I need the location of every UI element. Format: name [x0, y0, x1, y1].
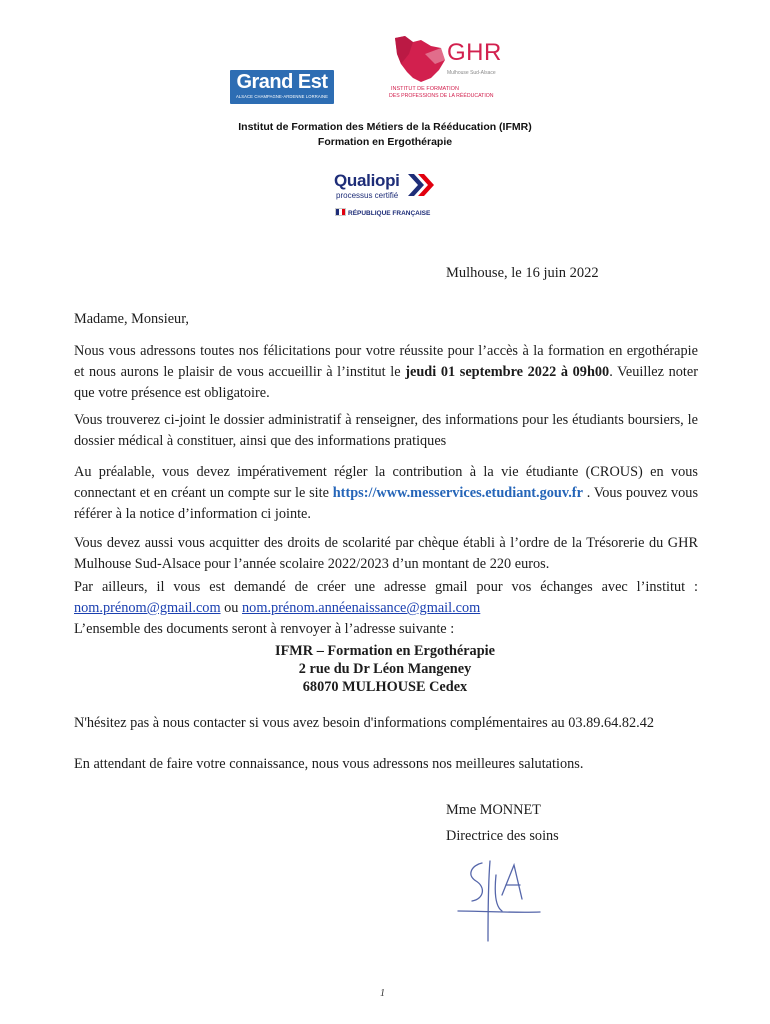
paragraph-return-address: L’ensemble des documents seront à renvoyer à l’adresse suivante :	[74, 621, 455, 637]
grand-est-logo	[230, 70, 334, 104]
ghr-map-icon	[391, 34, 447, 84]
paragraph-crous-end: . Vous pouvez vous référer à la notice d’information ci jointe.	[74, 485, 699, 522]
address-line-3: 68070 MULHOUSE Cedex	[302, 679, 468, 695]
signatory-name: Mme MONNET	[446, 802, 541, 818]
qualiopi-logo-name: Qualiopi	[334, 171, 400, 190]
paragraph-crous	[74, 462, 698, 525]
address-line-2: 2 rue du Dr Léon Mangeney	[298, 661, 472, 677]
paragraph-documents: Vous trouverez ci-joint le dossier administratif à renseigner, des informations pour les étudiants boursiers, le dossier médical à constituer, ainsi que des informations pratiques	[74, 412, 698, 449]
ghr-institute-line2: DES PROFESSIONS DE LA RÉÉDUCATION	[389, 93, 494, 99]
paragraph-contact: N'hésitez pas à nous contacter si vous avez besoin d'informations complémentaires au 03.89.64.82.42	[74, 715, 655, 731]
salutation: Madame, Monsieur,	[74, 311, 189, 327]
republique-francaise	[335, 208, 430, 217]
mailing-address	[0, 642, 770, 696]
place-date: Mulhouse, le 16 juin 2022	[446, 265, 599, 281]
paragraph-gmail	[74, 577, 698, 619]
republique-francaise-label: RÉPUBLIQUE FRANÇAISE	[348, 210, 431, 217]
paragraph-welcome-end: . Veuillez noter que votre présence est obligatoire.	[74, 364, 698, 401]
qualiopi-arrows-icon	[408, 174, 438, 196]
paragraph-fees: Vous devez aussi vous acquitter des droits de scolarité par chèque établi à l’ordre de la Trésorerie du GHR Mulhouse Sud-Alsace pour l’année scolaire 2022/2023 d’un montant de 220 euros.	[74, 535, 698, 572]
start-date: jeudi 01 septembre 2022 à 09h00	[405, 364, 610, 380]
qualiopi-logo	[332, 171, 442, 223]
paragraph-gmail-text: Par ailleurs, il vous est demandé de créer une adresse gmail pour vos échanges avec l’institut :	[74, 579, 698, 595]
grand-est-logo-name: Grand Est	[236, 71, 328, 93]
paragraph-welcome-text: Nous vous adressons toutes nos félicitations pour votre réussite pour l’accès à la formation en ergothérapie et nous aurons le plaisir de vous accueillir à l’institut le	[74, 343, 698, 380]
french-flag-icon	[335, 208, 346, 216]
ghr-logo-city: Mulhouse Sud-Alsace	[447, 70, 496, 76]
gmail-example-link-1[interactable]: nom.prénom@gmail.com	[74, 600, 221, 616]
ghr-institute-line1: INSTITUT DE FORMATION	[391, 86, 459, 92]
grand-est-logo-subtitle: ALSACE CHAMPAGNE-ARDENNE LORRAINE	[235, 94, 329, 99]
program-title: Formation en Ergothérapie	[317, 136, 453, 148]
crous-link[interactable]: https://www.messervices.etudiant.gouv.fr	[332, 485, 583, 501]
ghr-logo-name: GHR	[447, 39, 502, 66]
page-number: 1	[380, 988, 385, 999]
qualiopi-tagline: processus certifié	[336, 191, 399, 200]
paragraph-welcome	[74, 341, 698, 404]
paragraph-crous-text: Au préalable, vous devez impérativement régler la contribution à la vie étudiante (CROUS) en vous connectant et en créant un compte sur le site	[74, 464, 698, 501]
institute-title: Institut de Formation des Métiers de la Rééducation (IFMR)	[238, 121, 532, 133]
gmail-example-link-2[interactable]: nom.prénom.annéenaissance@gmail.com	[242, 600, 481, 616]
handwritten-signature	[452, 855, 548, 945]
ghr-logo	[385, 34, 515, 106]
address-line-1: IFMR – Formation en Ergothérapie	[275, 643, 495, 659]
paragraph-closing: En attendant de faire votre connaissance, nous vous adressons nos meilleures salutations.	[74, 756, 584, 772]
paragraph-gmail-or: ou	[220, 600, 243, 616]
signatory-title: Directrice des soins	[446, 828, 559, 844]
